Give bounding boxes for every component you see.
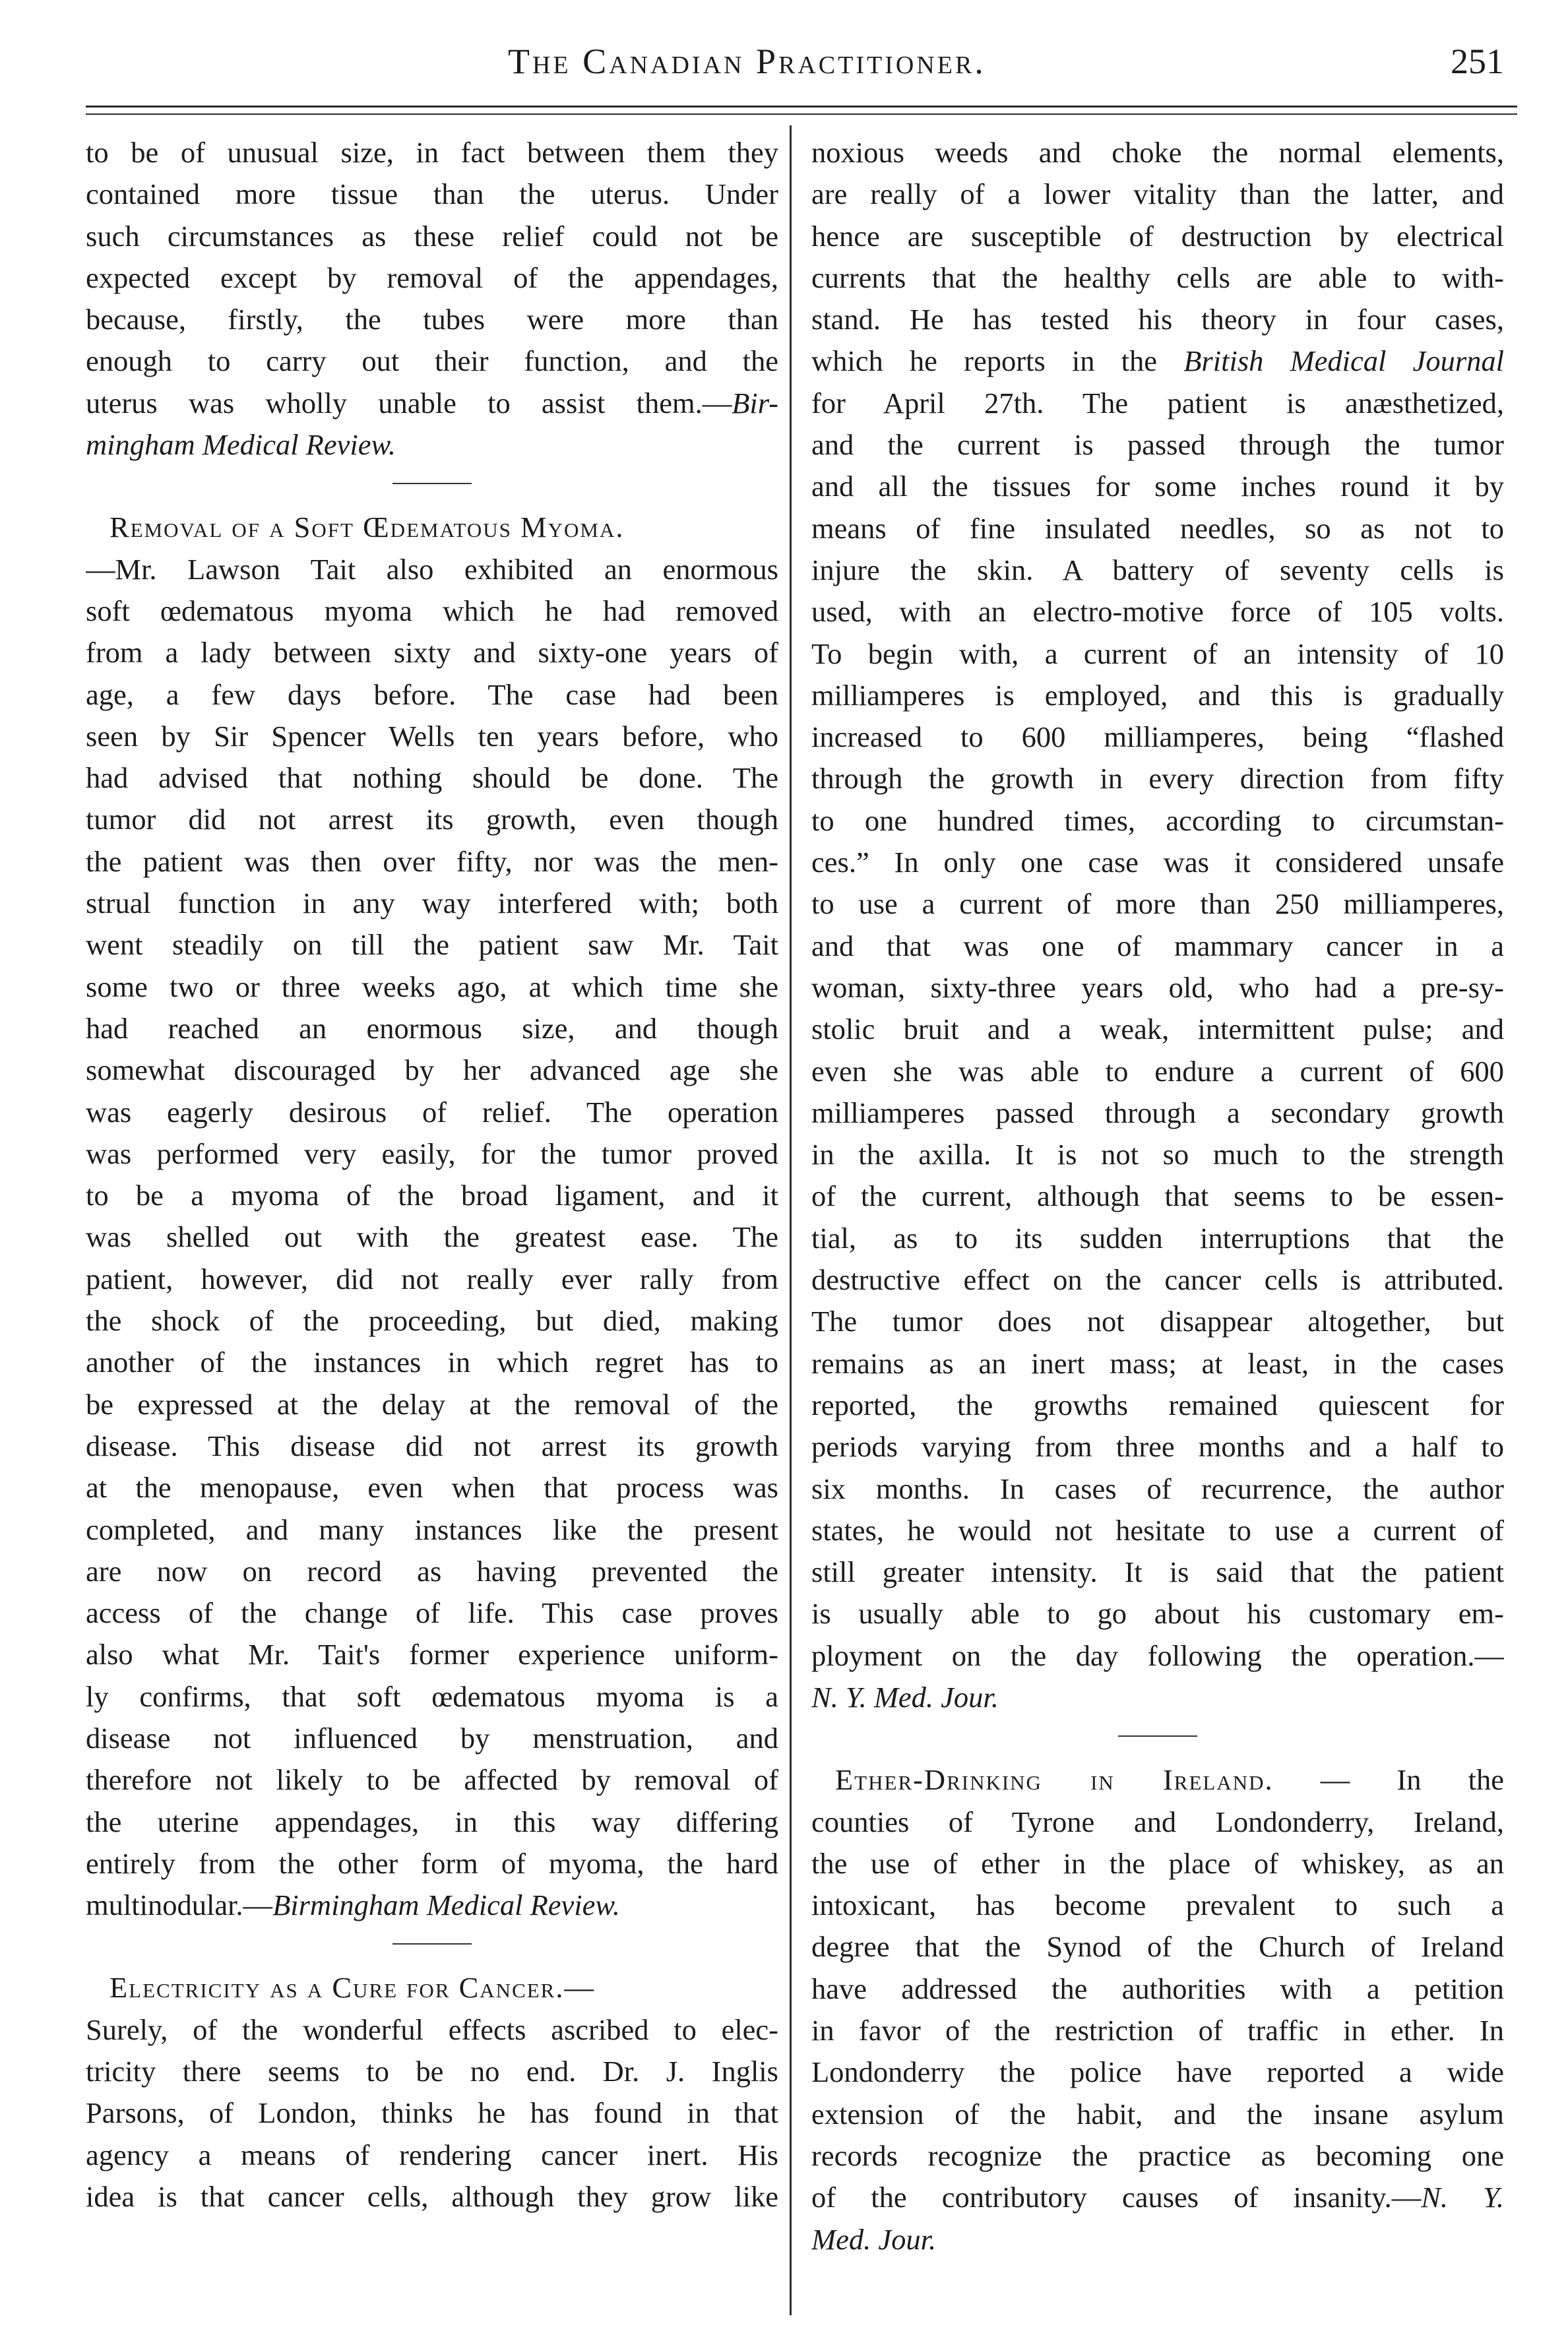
text-line: contained more tissue than the uterus. Under (86, 177, 778, 211)
text-line: from a lady between sixty and sixty-one years of (86, 636, 778, 670)
text-line: and the current is passed through the tumor (811, 428, 1504, 462)
text-line (811, 2177, 1504, 2218)
text-line: states, he would not hesitate to use a current of (811, 1513, 1504, 1547)
electricity-lines-a (811, 132, 1504, 340)
text-line: was eagerly desirous of relief. The operation (86, 1095, 778, 1129)
text-line: counties of Tyrone and Londonderry, Ireland, (811, 1805, 1504, 1838)
electricity-article (86, 1967, 778, 2218)
myoma-lines (86, 549, 778, 1885)
electricity-continued (811, 132, 1504, 1718)
text-line: and all the tissues for some inches round it by (811, 470, 1504, 503)
text-line: tumor did not arrest its growth, even though (86, 803, 778, 836)
text-line: expected except by removal of the appendages, (86, 261, 778, 294)
section-separator (392, 1943, 472, 1945)
text-line: still greater intensity. It is said that the patient (811, 1555, 1504, 1589)
text-line: be expressed at the delay at the removal of the (86, 1387, 778, 1421)
journal-title: The Canadian Practitioner. (508, 42, 986, 81)
ether-lines (811, 1801, 1504, 2177)
tubes-paragraph (86, 132, 778, 466)
text-line: tricity there seems to be no end. Dr. J. Inglis (86, 2055, 778, 2088)
article-heading (86, 507, 778, 548)
text-line: increased to 600 milliamperes, being “flashed (811, 720, 1504, 754)
text-line: ly confirms, that soft œdematous myoma is a (86, 1679, 778, 1713)
text-line: patient, however, did not really ever rally from (86, 1262, 778, 1295)
text-line: woman, sixty-three years old, who had a pre-sy- (811, 970, 1504, 1004)
text-line: access of the change of life. This case proves (86, 1596, 778, 1630)
text-line: extension of the habit, and the insane asylum (811, 2097, 1504, 2131)
text-line: through the growth in every direction from fifty (811, 762, 1504, 795)
ether-article (811, 1759, 1504, 2261)
text-line: another of the instances in which regret has to (86, 1346, 778, 1379)
source-citation: Bir- (732, 386, 778, 420)
heading-text: Ether-Drinking in Ireland. (835, 1763, 1274, 1797)
text-line: Londonderry the police have reported a wide (811, 2055, 1504, 2089)
line-text: — In the (1273, 1763, 1504, 1797)
intro-lines (86, 132, 778, 383)
text-line: used, with an electro-motive force of 105 volts. (811, 595, 1504, 629)
text-line: strual function in any way interfered with; both (86, 887, 778, 920)
text-line: ployment on the day following the operation.— (811, 1638, 1504, 1672)
text-line: are really of a lower vitality than the latter, and (811, 177, 1504, 211)
text-line: remains as an inert mass; at least, in the cases (811, 1346, 1504, 1380)
text-line: agency a means of rendering cancer inert. His (86, 2138, 778, 2171)
heading-text: Removal of a Soft Œdematous Myoma. (110, 511, 625, 544)
myoma-article (86, 507, 778, 1926)
section-separator (392, 483, 472, 484)
text-line: are now on record as having prevented the (86, 1554, 778, 1588)
text-line: tial, as to its sudden interruptions that the (811, 1221, 1504, 1255)
text-line: hence are susceptible of destruction by electrical (811, 219, 1504, 253)
text-line: at the menopause, even when that process was (86, 1471, 778, 1505)
line-text: which he reports in the (811, 344, 1184, 378)
text-line: also what Mr. Tait's former experience uniform- (86, 1638, 778, 1671)
heading-text: Electricity as a Cure for Cancer.— (110, 1971, 595, 2005)
text-line: to use a current of more than 250 milliamperes, (811, 887, 1504, 921)
electricity-lines (86, 2009, 778, 2218)
column-divider (790, 125, 792, 2315)
text-line (811, 2219, 1504, 2261)
text-line: the patient was then over fifty, nor was the men- (86, 844, 778, 878)
text-line: of the current, although that seems to be essen- (811, 1179, 1504, 1213)
text-line: the shock of the proceeding, but died, making (86, 1304, 778, 1338)
text-line: in favor of the restriction of traffic in ether. In (811, 2014, 1504, 2047)
source-citation: Med. Jour. (811, 2222, 937, 2256)
text-line: even she was able to endure a current of 600 (811, 1054, 1504, 1088)
text-line: means of fine insulated needles, so as not to (811, 511, 1504, 545)
text-line: destructive effect on the cancer cells is attributed. (811, 1263, 1504, 1297)
header-rule-top (86, 106, 1517, 108)
text-line: periods varying from three months and a half to (811, 1430, 1504, 1464)
text-line: was performed very easily, for the tumor proved (86, 1137, 778, 1170)
text-line: age, a few days before. The case had been (86, 677, 778, 711)
text-line: milliamperes passed through a secondary growth (811, 1096, 1504, 1129)
text-line: To begin with, a current of an intensity of 10 (811, 637, 1504, 670)
text-line: therefore not likely to be affected by removal of (86, 1763, 778, 1797)
text-line: in the axilla. It is not so much to the strength (811, 1138, 1504, 1171)
text-line (811, 340, 1504, 382)
text-line: somewhat discouraged by her advanced age she (86, 1053, 778, 1087)
text-line: stolic bruit and a weak, intermittent pulse; and (811, 1013, 1504, 1046)
text-line: disease. This disease did not arrest its growth (86, 1429, 778, 1462)
text-line: idea is that cancer cells, although they grow like (86, 2179, 778, 2213)
text-line: soft œdematous myoma which he had removed (86, 594, 778, 627)
text-line: The tumor does not disappear altogether, but (811, 1305, 1504, 1338)
text-line: seen by Sir Spencer Wells ten years before, who (86, 719, 778, 753)
text-line: and that was one of mammary cancer in a (811, 929, 1504, 962)
source-citation: N. Y. (1421, 2181, 1504, 2214)
left-column (86, 132, 778, 2218)
text-line: such circumstances as these relief could not be (86, 219, 778, 253)
text-line: because, firstly, the tubes were more than (86, 303, 778, 336)
text-line: was shelled out with the greatest ease. The (86, 1220, 778, 1254)
text-line: intoxicant, has become prevalent to such a (811, 1888, 1504, 1922)
text-line: had advised that nothing should be done. The (86, 761, 778, 795)
text-line: enough to carry out their function, and the (86, 344, 778, 378)
text-line: to one hundred times, according to circumstan- (811, 803, 1504, 837)
text-line: for April 27th. The patient is anæsthetized, (811, 386, 1504, 420)
running-head (79, 33, 1517, 99)
source-citation: Birmingham Medical Review. (272, 1888, 620, 1922)
page-number: 251 (1451, 42, 1504, 81)
line-text: uterus was wholly unable to assist them.— (86, 386, 732, 420)
text-line: Surely, of the wonderful effects ascribed to elec- (86, 2012, 778, 2046)
text-line: is usually able to go about his customary em- (811, 1597, 1504, 1631)
line-text: of the contributory causes of insanity.— (811, 2181, 1422, 2214)
text-line: six months. In cases of recurrence, the author (811, 1472, 1504, 1505)
text-line: have addressed the authorities with a petition (811, 1972, 1504, 2005)
text-line (86, 383, 778, 424)
text-line: to be a myoma of the broad ligament, and it (86, 1179, 778, 1212)
text-line: the use of ether in the place of whiskey, as an (811, 1846, 1504, 1880)
text-line (811, 1759, 1504, 1801)
text-line (86, 424, 778, 466)
text-line: had reached an enormous size, and though (86, 1011, 778, 1045)
text-line: to be of unusual size, in fact between them they (86, 136, 778, 169)
text-line: injure the skin. A battery of seventy cells is (811, 553, 1504, 586)
text-line: noxious weeds and choke the normal elements, (811, 136, 1504, 169)
source-citation: N. Y. Med. Jour. (811, 1680, 999, 1714)
text-line: —Mr. Lawson Tait also exhibited an enormous (86, 552, 778, 586)
text-line: disease not influenced by menstruation, and (86, 1721, 778, 1755)
text-line: went steadily on till the patient saw Mr. Tait (86, 928, 778, 962)
journal-citation: British Medical Journal (1183, 344, 1504, 378)
text-line: reported, the growths remained quiescent for (811, 1388, 1504, 1421)
text-line: records recognize the practice as becoming one (811, 2138, 1504, 2172)
section-separator (1118, 1735, 1197, 1737)
text-line: currents that the healthy cells are able to with- (811, 261, 1504, 294)
header-rule-bottom (86, 113, 1517, 115)
text-line: Parsons, of London, thinks he has found in that (86, 2096, 778, 2130)
text-line (86, 1885, 778, 1926)
electricity-lines-b (811, 383, 1504, 1677)
source-citation: mingham Medical Review. (86, 428, 396, 462)
text-line: ces.” In only one case was it considered unsafe (811, 846, 1504, 879)
text-line: the uterine appendages, in this way differing (86, 1805, 778, 1838)
text-line (811, 1677, 1504, 1718)
right-column (811, 132, 1504, 2261)
text-line: entirely from the other form of myoma, the hard (86, 1846, 778, 1880)
text-line: some two or three weeks ago, at which time she (86, 970, 778, 1003)
text-line: completed, and many instances like the present (86, 1513, 778, 1546)
text-line: stand. He has tested his theory in four cases, (811, 303, 1504, 336)
text-line: degree that the Synod of the Church of Ireland (811, 1930, 1504, 1964)
line-text: multinodular.— (86, 1888, 273, 1922)
text-line: milliamperes is employed, and this is gradually (811, 678, 1504, 712)
article-heading (86, 1967, 778, 2009)
